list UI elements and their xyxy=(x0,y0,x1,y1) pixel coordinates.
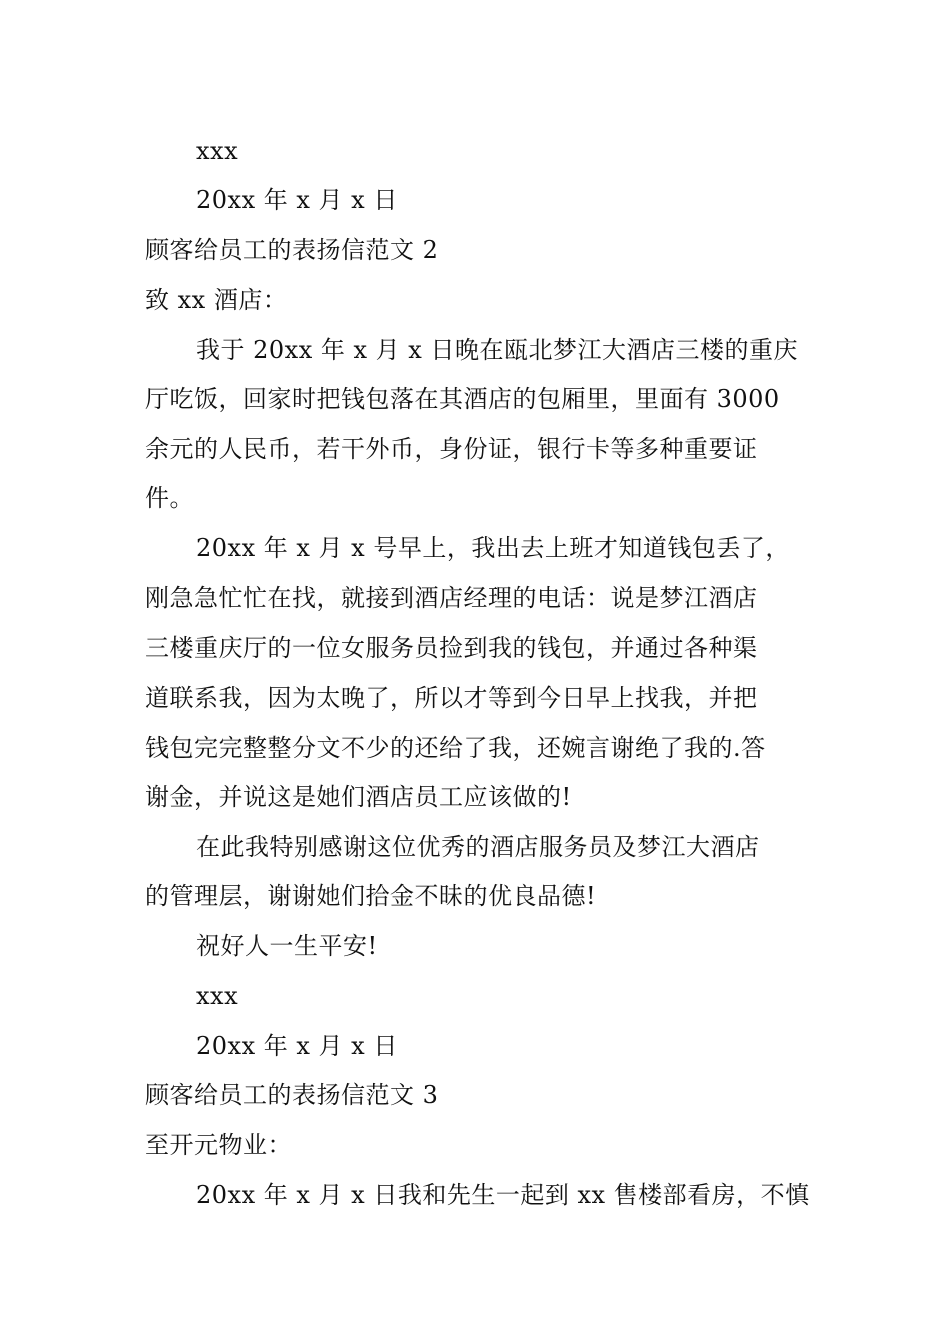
paragraph-line: 道联系我，因为太晚了，所以才等到今日早上找我，并把 xyxy=(145,684,758,712)
paragraph-line: 谢金，并说这是她们酒店员工应该做的! xyxy=(145,783,572,811)
letter2-signature: xxx xyxy=(196,982,239,1010)
paragraph-line: 厅吃饭，回家时把钱包落在其酒店的包厢里，里面有 3000 xyxy=(145,385,780,413)
paragraph-line: 余元的人民币，若干外币，身份证，银行卡等多种重要证 xyxy=(145,435,758,463)
paragraph-line: 在此我特别感谢这位优秀的酒店服务员及梦江大酒店 xyxy=(196,833,760,861)
letter1-signature: xxx xyxy=(196,137,239,165)
paragraph-line: 我于 20xx 年 x 月 x 日晚在瓯北梦江大酒店三楼的重庆 xyxy=(196,336,798,364)
letter3-salutation: 至开元物业： xyxy=(145,1131,292,1159)
paragraph-line: 刚急急忙忙在找，就接到酒店经理的电话：说是梦江酒店 xyxy=(145,584,758,612)
letter2-heading: 顾客给员工的表扬信范文 2 xyxy=(145,236,439,264)
letter2-date: 20xx 年 x 月 x 日 xyxy=(196,1032,398,1060)
closing-wish: 祝好人一生平安! xyxy=(196,932,378,960)
letter3-heading: 顾客给员工的表扬信范文 3 xyxy=(145,1081,439,1109)
letter2-salutation: 致 xx 酒店： xyxy=(145,286,288,314)
paragraph-line: 件。 xyxy=(145,484,194,512)
paragraph-line: 20xx 年 x 月 x 日我和先生一起到 xx 售楼部看房，不慎 xyxy=(196,1181,810,1209)
letter1-date: 20xx 年 x 月 x 日 xyxy=(196,186,398,214)
paragraph-line: 20xx 年 x 月 x 号早上，我出去上班才知道钱包丢了， xyxy=(196,534,790,562)
paragraph-line: 三楼重庆厅的一位女服务员捡到我的钱包，并通过各种渠 xyxy=(145,634,758,662)
paragraph-line: 钱包完完整整分文不少的还给了我，还婉言谢绝了我的.答 xyxy=(145,734,766,762)
paragraph-line: 的管理层，谢谢她们拾金不昧的优良品德! xyxy=(145,882,597,910)
